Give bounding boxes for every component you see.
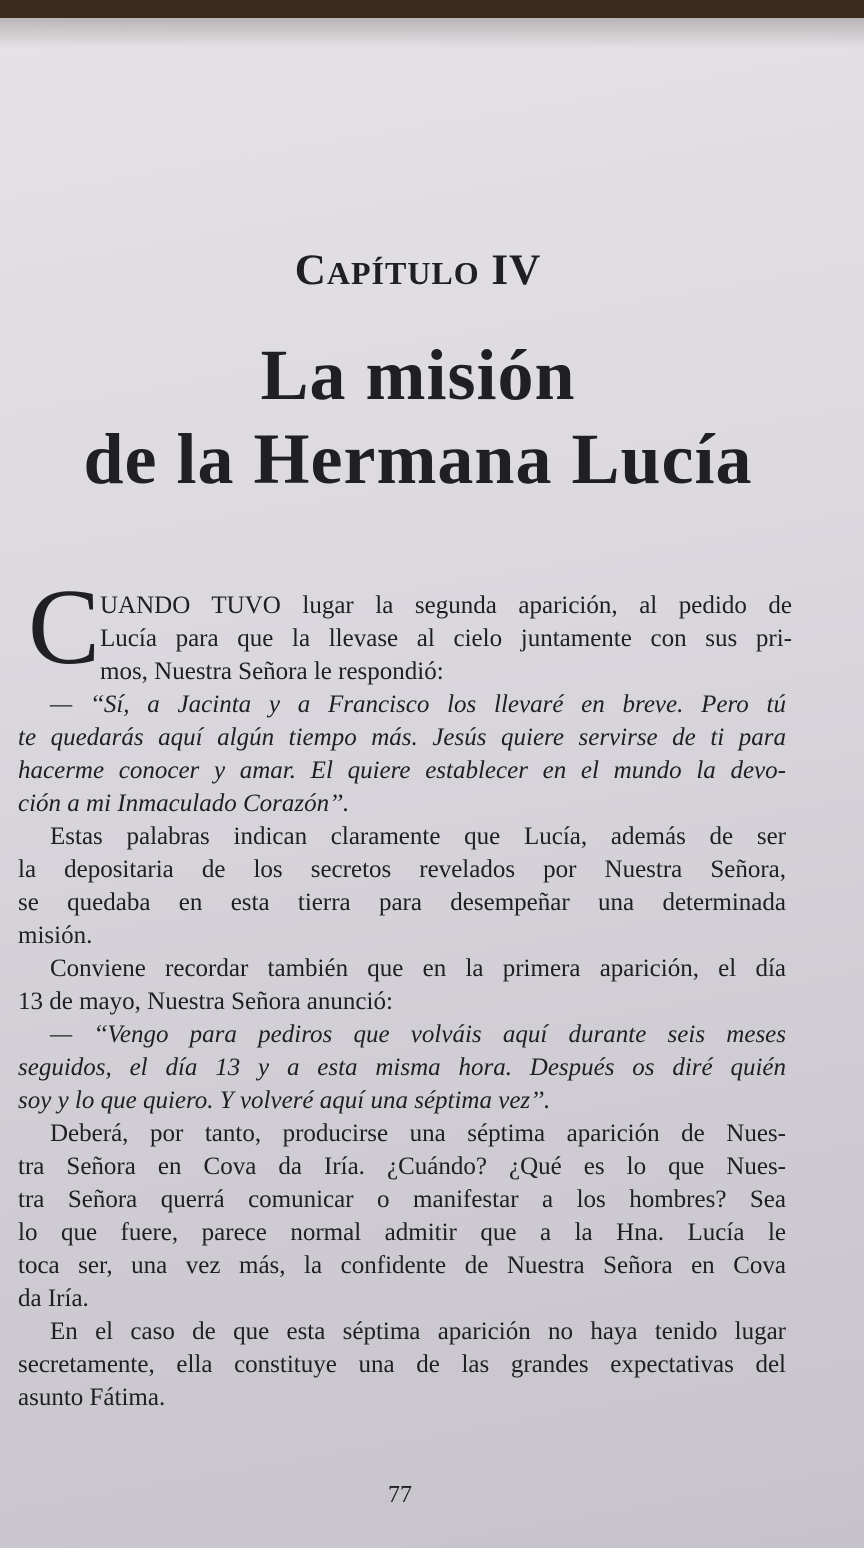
body-line: tra Señora querrá comunicar o manifestar a los hombres? Sea — [18, 1186, 786, 1213]
body-line: lo que fuere, parece normal admitir que a la Hna. Lucía le — [18, 1219, 786, 1246]
drop-cap: C — [28, 568, 101, 687]
body-line: mos, Nuestra Señora le respondió: — [100, 658, 444, 685]
chapter-title-line-1: La misión — [260, 335, 576, 415]
body-line: la depositaria de los secretos revelados por Nuestra Señora, — [18, 856, 786, 883]
body-line: Conviene recordar también que en la primera aparición, el día — [50, 955, 786, 982]
body-line: Lucía para que la llevase al cielo juntamente con sus pri- — [100, 625, 792, 652]
page-number: 77 — [388, 1482, 412, 1508]
page-edge-shadow — [0, 18, 864, 48]
quote-line: — ‘‘Vengo para pediros que volváis aquí durante seis meses — [50, 1021, 786, 1048]
body-line: Estas palabras indican claramente que Lucía, además de ser — [50, 823, 786, 850]
chapter-initial: C — [294, 247, 327, 294]
quote-line: soy y lo que quiero. Y volveré aquí una séptima vez’’. — [18, 1087, 551, 1114]
quote-line: hacerme conocer y amar. El quiere establecer en el mundo la devo- — [18, 757, 786, 784]
body-line: Deberá, por tanto, producirse una séptima aparición de Nues- — [50, 1120, 786, 1147]
quote-line: te quedarás aquí algún tiempo más. Jesús quiere servirse de ti para — [18, 724, 786, 751]
chapter-heading — [0, 246, 836, 295]
chapter-title-line-2: de la Hermana Lucía — [83, 419, 753, 499]
body-line: toca ser, una vez más, la confidente de Nuestra Señora en Cova — [18, 1252, 786, 1279]
body-line: misión. — [18, 922, 93, 949]
chapter-numeral: IV — [491, 247, 542, 294]
body-line: da Iría. — [18, 1285, 89, 1312]
quote-line: seguidos, el día 13 y a esta misma hora. Después os diré quién — [18, 1054, 786, 1081]
body-line: En el caso de que esta séptima aparición no haya tenido lugar — [50, 1318, 786, 1345]
book-page — [0, 18, 864, 1548]
chapter-word: APÍTULO — [326, 255, 480, 291]
quote-line: ción a mi Inmaculado Corazón’’. — [18, 790, 350, 817]
body-line: se quedaba en esta tierra para desempeñar una determinada — [18, 889, 786, 916]
body-line: secretamente, ella constituye una de las grandes expectativas del — [18, 1351, 786, 1378]
body-line: asunto Fátima. — [18, 1384, 166, 1411]
body-line: UANDO TUVO lugar la segunda aparición, al pedido de — [100, 592, 792, 619]
body-line: tra Señora en Cova da Iría. ¿Cuándo? ¿Qué es lo que Nues- — [18, 1153, 786, 1180]
quote-line: — ‘‘Sí, a Jacinta y a Francisco los llevaré en breve. Pero tú — [50, 691, 786, 718]
body-line: 13 de mayo, Nuestra Señora anunció: — [18, 988, 393, 1015]
